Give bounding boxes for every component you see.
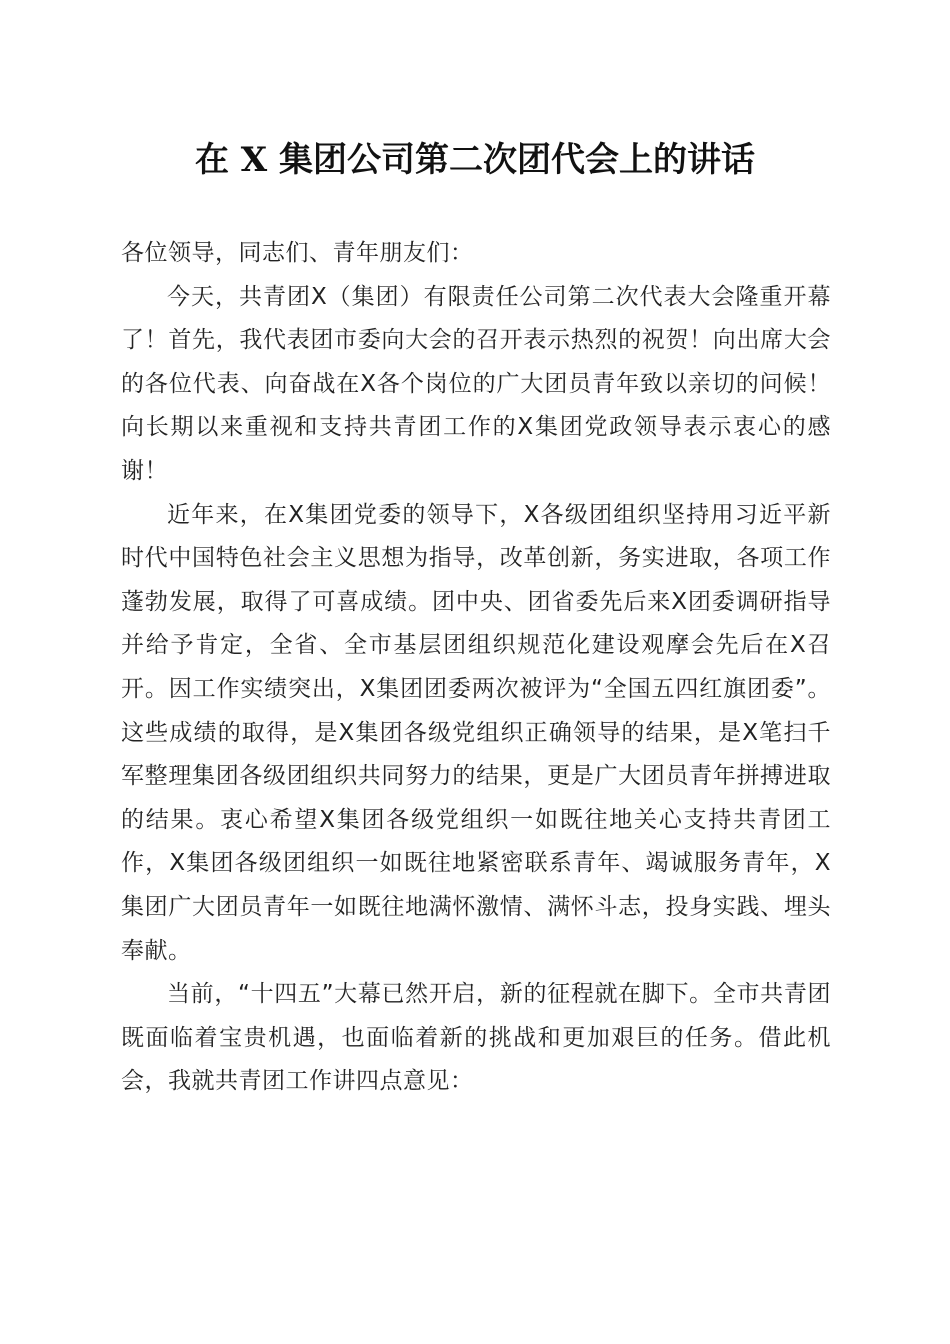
salutation: 各位领导，同志们、青年朋友们： xyxy=(121,240,474,266)
paragraph-opening: 今天，共青团X（集团）有限责任公司第二次代表大会隆重开幕了！首先，我代表团市委向大会的召开表示热烈的祝贺！向出席大会的各位代表、向奋战在X各个岗位的广大团员青年致以亲切的问候！向长期以来重视和支持共青团工作的X集团党政领导表示衷心的感谢！ xyxy=(121,283,831,484)
document-title: 在 X 集团公司第二次团代会上的讲话 xyxy=(194,140,756,180)
paragraph-outlook: 当前，“十四五”大幕已然开启，新的征程就在脚下。全市共青团既面临着宝贵机遇，也面临着新的挑战和更加艰巨的任务。借此机会，我就共青团工作讲四点意见： xyxy=(121,981,831,1095)
paragraph-achievements: 近年来，在X集团党委的领导下，X各级团组织坚持用习近平新时代中国特色社会主义思想为指导，改革创新，务实进取，各项工作蓬勃发展，取得了可喜成绩。团中央、团省委先后来X团委调研指导并给予肯定，全省、全市基层团组织规范化建设观摩会先后在X召开。因工作实绩突出，X集团团委两次被评为“全国五四红旗团委”。这些成绩的取得，是X集团各级党组织正确领导的结果，是X笔扫千军整理集团各级团组织共同努力的结果，更是广大团员青年拼搏进取的结果。衷心希望X集团各级党组织一如既往地关心支持共青团工作，X集团各级团组织一如既往地紧密联系青年、竭诚服务青年，X集团广大团员青年一如既往地满怀激情、满怀斗志，投身实践、埋头奉献。 xyxy=(121,501,831,964)
document-body xyxy=(121,232,831,1104)
